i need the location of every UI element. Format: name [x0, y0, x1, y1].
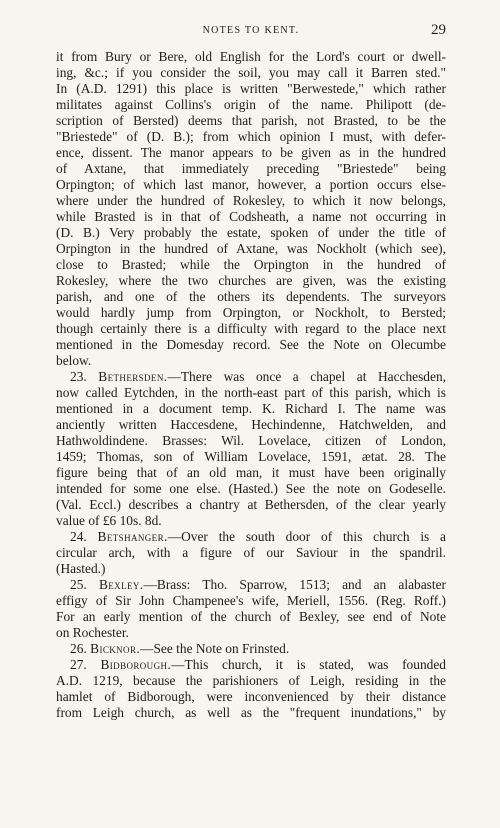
text-line: circular arch, with a figure of our Saviour in the spandril.	[56, 545, 446, 560]
text-line: Orpington; of which last manor, however, a portion occurs else-	[56, 177, 446, 192]
entry-text: —See the Note on Frinsted.	[140, 641, 290, 656]
text-line: from Leigh church, as well as the "frequent inundations," by	[56, 705, 446, 720]
entry-heading: Bidborough.	[100, 657, 172, 672]
text-line: hamlet of Bidborough, were inconvenienced by their distance	[56, 689, 446, 704]
text-line: 1459; Thomas, son of William Lovelace, 1591, ætat. 28. The	[56, 449, 446, 464]
text-line: (D. B.) Very probably the estate, spoken of under the title of	[56, 225, 446, 240]
text-line: Hathwoldindene. Brasses: Wil. Lovelace, citizen of London,	[56, 433, 446, 448]
text-line: ence, dissent. The manor appears to be given as in the hundred	[56, 145, 446, 160]
entry-25-first-line	[56, 577, 446, 593]
text-line: mentioned in a document temp. K. Richard I. The name was	[56, 401, 446, 416]
entry-text: —Brass: Tho. Sparrow, 1513; and an alabaster	[143, 577, 447, 592]
entry-number: 25.	[70, 577, 87, 592]
text-line: below.	[56, 353, 92, 368]
text-line: where under the hundred of Rokesley, to which it now belongs,	[56, 193, 446, 208]
body-text	[56, 49, 446, 721]
text-line: (Hasted.)	[56, 561, 106, 576]
entry-heading: Betshanger.	[97, 529, 168, 544]
entry-24-first-line	[56, 529, 446, 545]
running-head: NOTES TO KENT.	[202, 25, 300, 36]
entry-26-first-line	[56, 641, 446, 657]
text-line: of Axtane, that immediately preceding "Briestede" being	[56, 161, 446, 176]
text-line: on Rochester.	[56, 625, 129, 640]
entry-27-first-line	[56, 657, 446, 673]
entry-23-first-line	[56, 369, 446, 385]
text-line: now called Eytchden, in the north-east part of this parish, which is	[56, 385, 446, 400]
text-line: it from Bury or Bere, old English for the Lord's court or dwell-	[56, 49, 446, 64]
text-line: scription of Bersted) deems that parish, not Brasted, to be the	[56, 113, 446, 128]
text-line: while Brasted is in that of Codsheath, a name not occurring in	[56, 209, 446, 224]
text-line: value of £6 10s. 8d.	[56, 513, 162, 528]
text-line: Orpington in the hundred of Axtane, was Nockholt (which see),	[56, 241, 446, 256]
text-line: ing, &c.; if you consider the soil, you may call it Barren sted."	[56, 65, 446, 80]
page-header	[56, 22, 446, 40]
text-line: intended for some one else. (Hasted.) See the note on Godeselle.	[56, 481, 446, 496]
text-line: mentioned in the Domesday record. See the Note on Olecumbe	[56, 337, 446, 352]
entry-number: 26.	[70, 641, 87, 656]
entry-text: —Over the south door of this church is a	[167, 529, 446, 544]
entry-number: 27.	[70, 657, 87, 672]
text-line: In (A.D. 1291) this place is written "Berwestede," which rather	[56, 81, 446, 96]
entry-number: 23.	[70, 369, 87, 384]
text-line: anciently written Haccesdene, Hechindenne, Hatchwelden, and	[56, 417, 446, 432]
text-line: For an early mention of the church of Bexley, see end of Note	[56, 609, 446, 624]
text-line: figure being that of an old man, it must have been originally	[56, 465, 446, 480]
text-line: (Val. Eccl.) describes a chantry at Bethersden, of the clear yearly	[56, 497, 446, 512]
entry-heading: Bexley.	[98, 577, 144, 592]
text-line: Rokesley, where the two churches are given, was the existing	[56, 273, 446, 288]
entry-text: —This church, it is stated, was founded	[171, 657, 446, 672]
text-line: close to Brasted; while the Orpington in the hundred of	[56, 257, 446, 272]
text-line: "Briestede" of (D. B.); from which opinion I must, with defer-	[56, 129, 446, 144]
entry-number: 24.	[70, 529, 87, 544]
page-number: 29	[431, 22, 446, 38]
entry-heading: Bethersden.	[98, 369, 168, 384]
text-line: parish, and one of the others its dependents. The surveyors	[56, 289, 446, 304]
entry-heading: Bicknor.	[90, 641, 141, 656]
text-line: A.D. 1219, because the parishioners of Leigh, residing in the	[56, 673, 446, 688]
text-line: though certainly there is a difficulty with regard to the place next	[56, 321, 446, 336]
text-line: militates against Collins's origin of the name. Philipott (de-	[56, 97, 446, 112]
text-line: effigy of Sir John Champenee's wife, Meriell, 1556. (Reg. Roff.)	[56, 593, 446, 608]
text-line: would hardly jump from Orpington, or Nockholt, to Bersted;	[56, 305, 446, 320]
entry-text: —There was once a chapel at Hacchesden,	[167, 369, 446, 384]
